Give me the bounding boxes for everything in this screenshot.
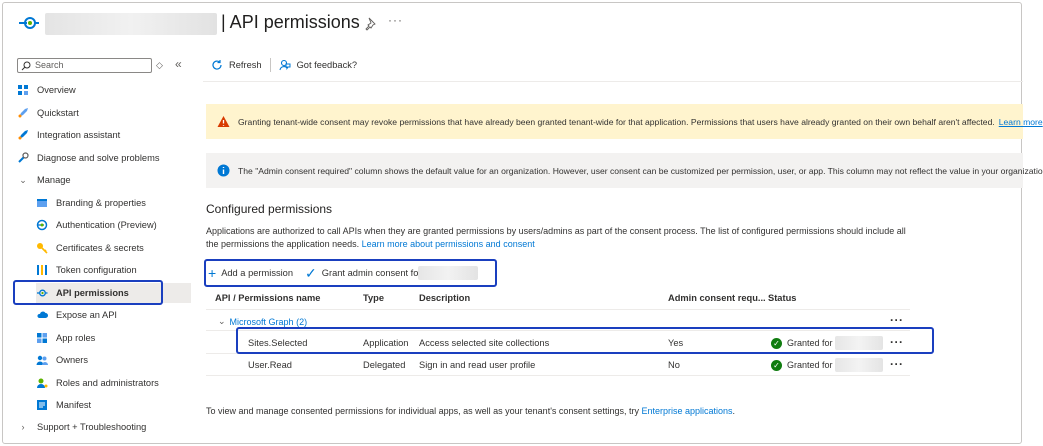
command-toolbar bbox=[203, 55, 365, 75]
feedback-button[interactable] bbox=[271, 59, 365, 71]
sidebar-item-label: API permissions bbox=[56, 288, 129, 298]
add-permission-label: Add a permission bbox=[221, 268, 294, 278]
sidebar-item-diagnose[interactable] bbox=[17, 148, 191, 168]
section-description bbox=[206, 225, 918, 251]
more-icon[interactable]: ··· bbox=[388, 13, 403, 27]
sidebar-item-label: Manage bbox=[37, 175, 71, 185]
column-header-admin-consent[interactable]: Admin consent requ... bbox=[668, 293, 766, 303]
sidebar-group-support[interactable] bbox=[17, 417, 191, 437]
permission-description: Sign in and read user profile bbox=[419, 360, 536, 370]
row-more-icon[interactable]: ··· bbox=[890, 335, 904, 349]
highlight-sites-selected-row bbox=[236, 327, 934, 354]
toolbar-divider-line bbox=[203, 81, 1023, 82]
permission-name-link[interactable]: User.Read bbox=[248, 360, 292, 370]
chevron-down-icon: ⌄ bbox=[218, 316, 226, 326]
footer-text: To view and manage consented permissions for individual apps, as well as your tenant's consent settings, try bbox=[206, 406, 639, 416]
chevron-down-icon: ⌄ bbox=[19, 174, 27, 185]
info-icon bbox=[217, 164, 230, 177]
sidebar-item-token-configuration[interactable] bbox=[36, 260, 191, 280]
branding-icon bbox=[36, 197, 48, 209]
sidebar-item-label: Diagnose and solve problems bbox=[37, 153, 160, 163]
sidebar-item-owners[interactable] bbox=[36, 350, 191, 370]
permission-type: Application bbox=[363, 338, 409, 348]
sidebar-item-label: App roles bbox=[56, 333, 96, 343]
footer-period: . bbox=[732, 406, 736, 416]
api-group-microsoft-graph[interactable] bbox=[218, 316, 307, 327]
header-divider bbox=[206, 309, 910, 310]
info-banner bbox=[206, 153, 1043, 188]
refresh-label: Refresh bbox=[229, 60, 262, 70]
feedback-icon bbox=[279, 59, 291, 71]
status-text: Granted for bbox=[787, 338, 833, 348]
search-icon bbox=[21, 61, 31, 71]
sidebar-item-label: Owners bbox=[56, 355, 89, 365]
pin-icon[interactable] bbox=[365, 17, 377, 29]
collapse-sidebar-icon[interactable]: « bbox=[175, 57, 182, 71]
check-circle-icon: ✓ bbox=[771, 360, 782, 371]
sidebar-item-authentication[interactable] bbox=[36, 215, 191, 235]
page-title: | API permissions bbox=[221, 12, 360, 32]
rocket-icon bbox=[17, 107, 29, 119]
cloud-icon bbox=[36, 309, 48, 321]
highlight-command-bar bbox=[204, 259, 497, 287]
sort-icon[interactable]: ◇ bbox=[156, 60, 163, 70]
section-title: Configured permissions bbox=[206, 202, 333, 216]
column-header-status[interactable]: Status bbox=[768, 293, 797, 303]
page-header bbox=[3, 3, 1021, 43]
sidebar-group-manage[interactable] bbox=[17, 170, 191, 190]
auth-icon bbox=[36, 219, 48, 231]
sidebar-item-label: Quickstart bbox=[37, 108, 79, 118]
admin-consent-value: Yes bbox=[668, 338, 684, 348]
status-text: Granted for bbox=[787, 360, 833, 370]
sidebar-item-expose-api[interactable] bbox=[36, 305, 191, 325]
column-header-description[interactable]: Description bbox=[419, 293, 471, 303]
redacted-app-name bbox=[45, 13, 217, 35]
sidebar-item-label: Token configuration bbox=[56, 265, 137, 275]
sidebar-item-app-roles[interactable] bbox=[36, 328, 191, 348]
enterprise-applications-link[interactable]: Enterprise applications bbox=[641, 406, 733, 416]
warning-text: Granting tenant-wide consent may revoke permissions that have already been granted tenant-wide for that application. Permissions that users have already granted on their own behalf aren't affected. bbox=[238, 116, 995, 127]
redacted-tenant-name bbox=[835, 358, 883, 372]
sidebar-item-manifest[interactable] bbox=[36, 395, 191, 415]
permission-name-link[interactable]: Sites.Selected bbox=[248, 338, 308, 348]
sidebar-item-label: Certificates & secrets bbox=[56, 243, 144, 253]
highlight-api-permissions bbox=[13, 280, 163, 305]
checkmark-icon: ✓ bbox=[305, 265, 317, 281]
search-input[interactable] bbox=[17, 58, 152, 73]
sidebar-item-label: Integration assistant bbox=[37, 130, 121, 140]
grant-admin-consent-label: Grant admin consent fo bbox=[321, 268, 419, 278]
rocket-icon bbox=[17, 129, 29, 141]
sidebar-item-label: Expose an API bbox=[56, 310, 117, 320]
check-circle-icon: ✓ bbox=[771, 338, 782, 349]
feedback-label: Got feedback? bbox=[296, 60, 358, 70]
roles-icon bbox=[36, 377, 48, 389]
token-icon bbox=[36, 264, 48, 276]
sidebar-item-branding[interactable] bbox=[36, 193, 191, 213]
sidebar-item-roles-administrators[interactable] bbox=[36, 373, 191, 393]
wrench-icon bbox=[17, 152, 29, 164]
footer-note bbox=[206, 406, 735, 416]
sidebar-item-integration-assistant[interactable] bbox=[17, 125, 191, 145]
sidebar-item-overview[interactable] bbox=[17, 80, 191, 100]
owners-icon bbox=[36, 354, 48, 366]
app-registration-icon bbox=[17, 15, 41, 31]
sidebar-item-label: Authentication (Preview) bbox=[56, 220, 157, 230]
sidebar-item-label: Branding & properties bbox=[56, 198, 146, 208]
warning-banner bbox=[206, 104, 1043, 139]
sidebar-item-label: Roles and administrators bbox=[56, 378, 159, 388]
app-frame bbox=[2, 2, 1043, 444]
info-text: The "Admin consent required" column shows the default value for an organization. However, user consent can be customized per permission, user, or app. This column may not reflect the value in your organizatio bbox=[238, 165, 1043, 176]
warning-icon bbox=[217, 115, 230, 128]
app-roles-icon bbox=[36, 332, 48, 344]
sidebar-item-label: Manifest bbox=[56, 400, 92, 410]
sidebar-item-quickstart[interactable] bbox=[17, 103, 191, 123]
refresh-icon bbox=[211, 59, 223, 71]
description-text: Applications are authorized to call APIs when they are granted permissions by users/admins as part of the consent process. The list of configured permissions should include all the permissions the application needs. bbox=[206, 226, 906, 249]
grid-icon bbox=[17, 84, 29, 96]
learn-more-link[interactable]: Learn more bbox=[998, 116, 1043, 127]
permissions-consent-link[interactable]: Learn more about permissions and consent bbox=[361, 239, 535, 249]
permission-type: Delegated bbox=[363, 360, 406, 370]
sidebar-item-label: Overview bbox=[37, 85, 76, 95]
sidebar-item-label: Support + Troubleshooting bbox=[37, 422, 147, 432]
chevron-right-icon: › bbox=[21, 422, 25, 432]
search-placeholder: Search bbox=[35, 60, 64, 70]
group-label: Microsoft Graph (2) bbox=[229, 316, 308, 327]
permission-description: Access selected site collections bbox=[419, 338, 550, 348]
plus-icon: + bbox=[208, 265, 217, 281]
column-header-type[interactable]: Type bbox=[363, 293, 385, 303]
row-more-icon[interactable]: ··· bbox=[890, 357, 904, 371]
group-more-icon[interactable]: ··· bbox=[890, 313, 904, 327]
key-icon bbox=[36, 242, 48, 254]
row-divider bbox=[206, 375, 910, 376]
admin-consent-value: No bbox=[668, 360, 680, 370]
sidebar-item-certificates[interactable] bbox=[36, 238, 191, 258]
refresh-button[interactable] bbox=[203, 59, 270, 71]
manifest-icon bbox=[36, 399, 48, 411]
column-header-name[interactable]: API / Permissions name bbox=[215, 293, 321, 303]
status-granted bbox=[771, 358, 883, 372]
